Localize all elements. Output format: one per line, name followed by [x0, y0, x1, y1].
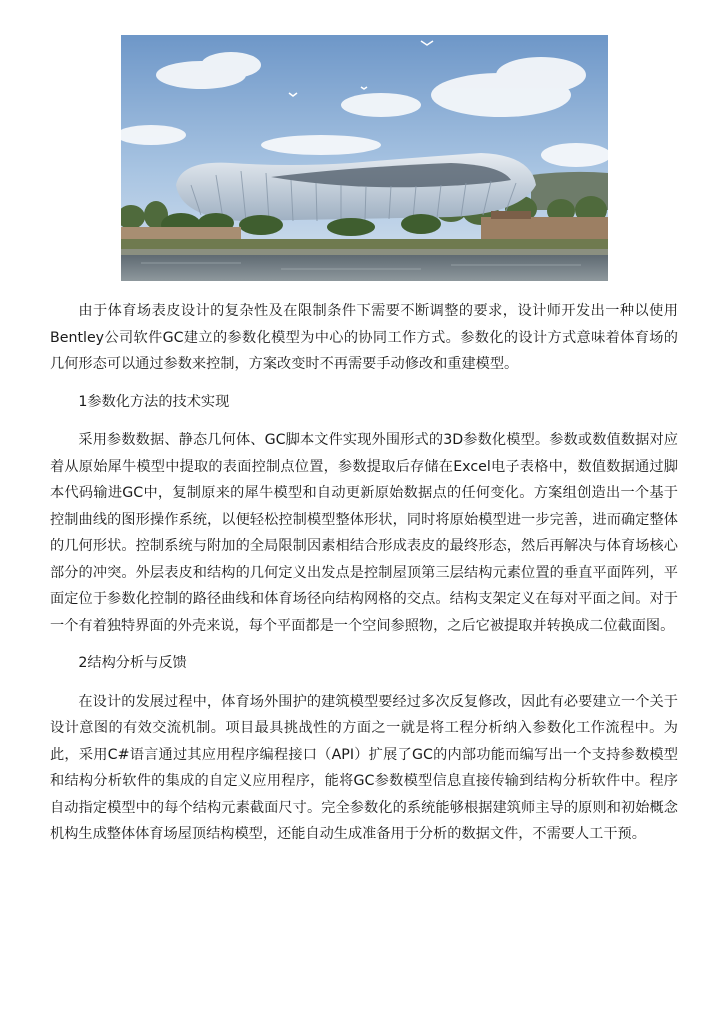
paragraph-structural-analysis: 在设计的发展过程中，体育场外围护的建筑模型要经过多次反复修改，因此有必要建立一个关于设计意图的有效交流机制。项目最具挑战性的方面之一就是将工程分析纳入参数化工作流程中。为此，采用C#语言通过其应用程序编程接口（API）扩展了GC的内部功能而编写出一个支持参数模型和结构分析软件的集成的自定义应用程序，能将GC参数模型信息直接传输到结构分析软件中。程序自动指定模型中的每个结构元素截面尺寸。完全参数化的系统能够根据建筑师主导的原则和初始概念机构生成整体体育场屋顶结构模型，还能自动生成准备用于分析的数据文件，不需要人工干预。 [50, 693, 678, 842]
article-body [50, 298, 678, 848]
paragraph-parametric-method: 采用参数数据、静态几何体、GC脚本文件实现外围形式的3D参数化模型。参数或数值数据对应着从原始犀牛模型中提取的表面控制点位置，参数提取后存储在Excel电子表格中，数值数据通过脚本代码输进GC中，复制原来的犀牛模型和自动更新原始数据点的任何变化。方案组创造出一个基于控制曲线的图形操作系统，以便轻松控制模型整体形状，同时将原始模型进一步完善，进而确定整体的几何形状。控制系统与附加的全局限制因素相结合形成表皮的最终形态，然后再解决与体育场核心部分的冲突。外层表皮和结构的几何定义出发点是控制屋顶第三层结构元素位置的垂直平面阵列，平面定位于参数化控制的路径曲线和体育场径向结构网格的交点。结构支架定义在每对平面之间。对于一个有着独特界面的外壳来说，每个平面都是一个空间参照物，之后它被提取并转换成二位截面图。 [50, 432, 678, 634]
paragraph-intro: 由于体育场表皮设计的复杂性及在限制条件下需要不断调整的要求，设计师开发出一种以使用Bentley公司软件GC建立的参数化模型为中心的协同工作方式。参数化的设计方式意味着体育场的几何形态可以通过参数来控制，方案改变时不再需要手动修改和重建模型。 [50, 303, 678, 372]
section-heading-2: 2结构分析与反馈 [78, 655, 187, 671]
stadium-photo [121, 35, 608, 281]
section-heading-1: 1参数化方法的技术实现 [78, 393, 230, 410]
